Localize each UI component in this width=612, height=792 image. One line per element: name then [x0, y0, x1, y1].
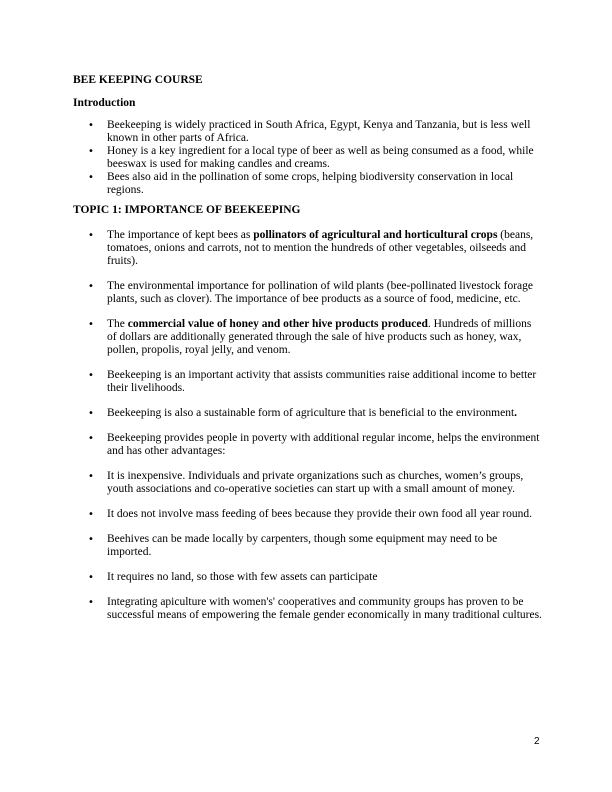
- item-text: The environmental importance for pollination of wild plants (bee-pollinated livestock forage plants, such as clover). The importance of bee products as a source of food, medicine, etc.: [107, 280, 534, 305]
- intro-heading: Introduction: [73, 97, 136, 109]
- page-number: 2: [534, 736, 540, 747]
- item-emphasis: pollinators of agricultural and horticultural crops: [253, 229, 498, 241]
- topic-heading: TOPIC 1: IMPORTANCE OF BEEKEEPING: [73, 204, 301, 216]
- list-item: [73, 280, 543, 306]
- item-text: It is inexpensive. Individuals and private organizations such as churches, women’s groups, youth associations and co-operative societies can start up with a small amount of money.: [107, 470, 524, 495]
- list-item: [73, 533, 543, 559]
- topic-list: [73, 229, 543, 622]
- item-text: Beekeeping is also a sustainable form of agriculture that is beneficial to the environment: [107, 407, 515, 419]
- list-item: • Beekeeping is widely practiced in South Africa, Egypt, Kenya and Tanzania, but is less well known in other parts of Africa.: [73, 119, 543, 145]
- list-item: [73, 508, 543, 521]
- item-emphasis: .: [514, 407, 518, 419]
- item-text: Beekeeping provides people in poverty with additional regular income, helps the environment and has other advantages:: [107, 432, 540, 457]
- item-text: Beehives can be made locally by carpenters, though some equipment may need to be imported.: [107, 533, 498, 558]
- item-text: (beans, tomatoes, onions and carrots, not to mention the hundreds of other vegetables, oilseeds and fruits).: [107, 229, 534, 267]
- item-text: The: [107, 318, 128, 330]
- list-item: [73, 318, 543, 357]
- item-text: . Hundreds of millions of dollars are additionally generated through the sale of hive products such as honey, wax, pollen, propolis, royal jelly, and venom.: [107, 318, 532, 356]
- item-text: Integrating apiculture with women's' cooperatives and community groups has proven to be successful means of empowering the female gender economically in many traditional cultures.: [107, 596, 542, 621]
- list-item: • Bees also aid in the pollination of some crops, helping biodiversity conservation in local regions.: [73, 171, 543, 197]
- intro-list: [73, 119, 543, 197]
- item-emphasis: commercial value of honey and other hive products produced: [127, 318, 428, 330]
- list-item: [73, 596, 543, 622]
- list-item: [73, 229, 543, 268]
- item-text: It does not involve mass feeding of bees because they provide their own food all year round.: [107, 508, 533, 520]
- list-item: [73, 470, 543, 496]
- list-item: • Honey is a key ingredient for a local type of beer as well as being consumed as a food, while beeswax is used for making candles and creams.: [73, 145, 543, 171]
- list-item: [73, 571, 543, 584]
- item-text: Beekeeping is an important activity that assists communities raise additional income to better their livelihoods.: [107, 369, 537, 394]
- list-item: [73, 369, 543, 395]
- list-item: [73, 432, 543, 458]
- page-content: [73, 74, 543, 634]
- list-item: [73, 407, 543, 420]
- item-text: The importance of kept bees as: [107, 229, 254, 241]
- item-text: It requires no land, so those with few assets can participate: [107, 571, 378, 583]
- document-title: BEE KEEPING COURSE: [73, 74, 203, 86]
